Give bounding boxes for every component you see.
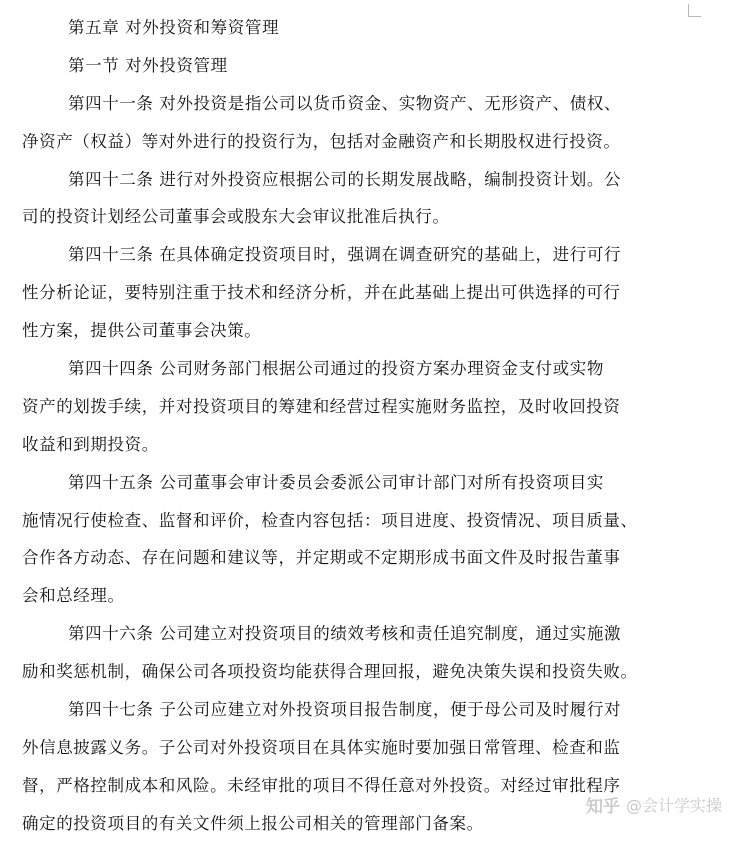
text-line: 第四十三条 在具体确定投资项目时，强调在调查研究的基础上，进行可行 (68, 245, 622, 265)
text-line: 第四十五条 公司董事会审计委员会委派公司审计部门对所有投资项目实 (68, 472, 604, 492)
text-line: 第四十七条 子公司应建立对外投资项目报告制度，便于母公司及时履行对 (68, 700, 622, 720)
text-line: 净资产（权益）等对外进行的投资行为，包括对金融资产和长期股权进行投资。 (22, 131, 621, 151)
text-line: 资产的划拨手续，并对投资项目的筹建和经营过程实施财务监控，及时收回投资 (22, 396, 621, 416)
text-line: 司的投资计划经公司董事会或股东大会审议批准后执行。 (22, 207, 450, 227)
text-line: 励和奖惩机制，确保公司各项投资均能获得合理回报，避免决策失误和投资失败。 (22, 662, 638, 682)
chapter-title: 第五章 对外投资和筹资管理 (68, 18, 280, 37)
text-line: 确定的投资项目的有关文件须上报公司相关的管理部门备案。 (22, 813, 484, 833)
text-line: 合作各方动态、存在问题和建议等，并定期或不定期形成书面文件及时报告董事 (22, 548, 621, 568)
text-line: 施情况行使检查、监督和评价，检查内容包括：项目进度、投资情况、项目质量、 (22, 510, 638, 530)
watermark-handle: @会计学实操 (626, 795, 723, 815)
text-line: 外信息披露义务。子公司对外投资项目在具体实施时要加强日常管理、检查和监 (22, 737, 621, 757)
text-line: 会和总经理。 (22, 586, 125, 606)
zhihu-watermark (586, 790, 722, 818)
section-title: 第一节 对外投资管理 (68, 55, 228, 75)
text-line: 性方案，提供公司董事会决策。 (22, 321, 262, 341)
text-line: 第四十六条 公司建立对投资项目的绩效考核和责任追究制度，通过实施激 (68, 624, 622, 644)
text-line: 性分析论证，要特别注重于技术和经济分析，并在此基础上提出可供选择的可行 (22, 283, 621, 303)
text-line: 第四十一条 对外投资是指公司以货币资金、实物资产、无形资产、债权、 (68, 93, 622, 113)
text-line: 第四十二条 进行对外投资应根据公司的长期发展战略，编制投资计划。公 (68, 169, 622, 189)
watermark-brand: 知乎 (586, 796, 620, 817)
text-line: 第四十四条 公司财务部门根据公司通过的投资方案办理资金支付或实物 (68, 359, 604, 379)
text-line: 督，严格控制成本和风险。未经审批的项目不得任意对外投资。对经过审批程序 (22, 775, 621, 795)
article-lines (22, 85, 722, 843)
document-body (22, 9, 722, 843)
text-line: 收益和到期投资。 (22, 434, 159, 454)
